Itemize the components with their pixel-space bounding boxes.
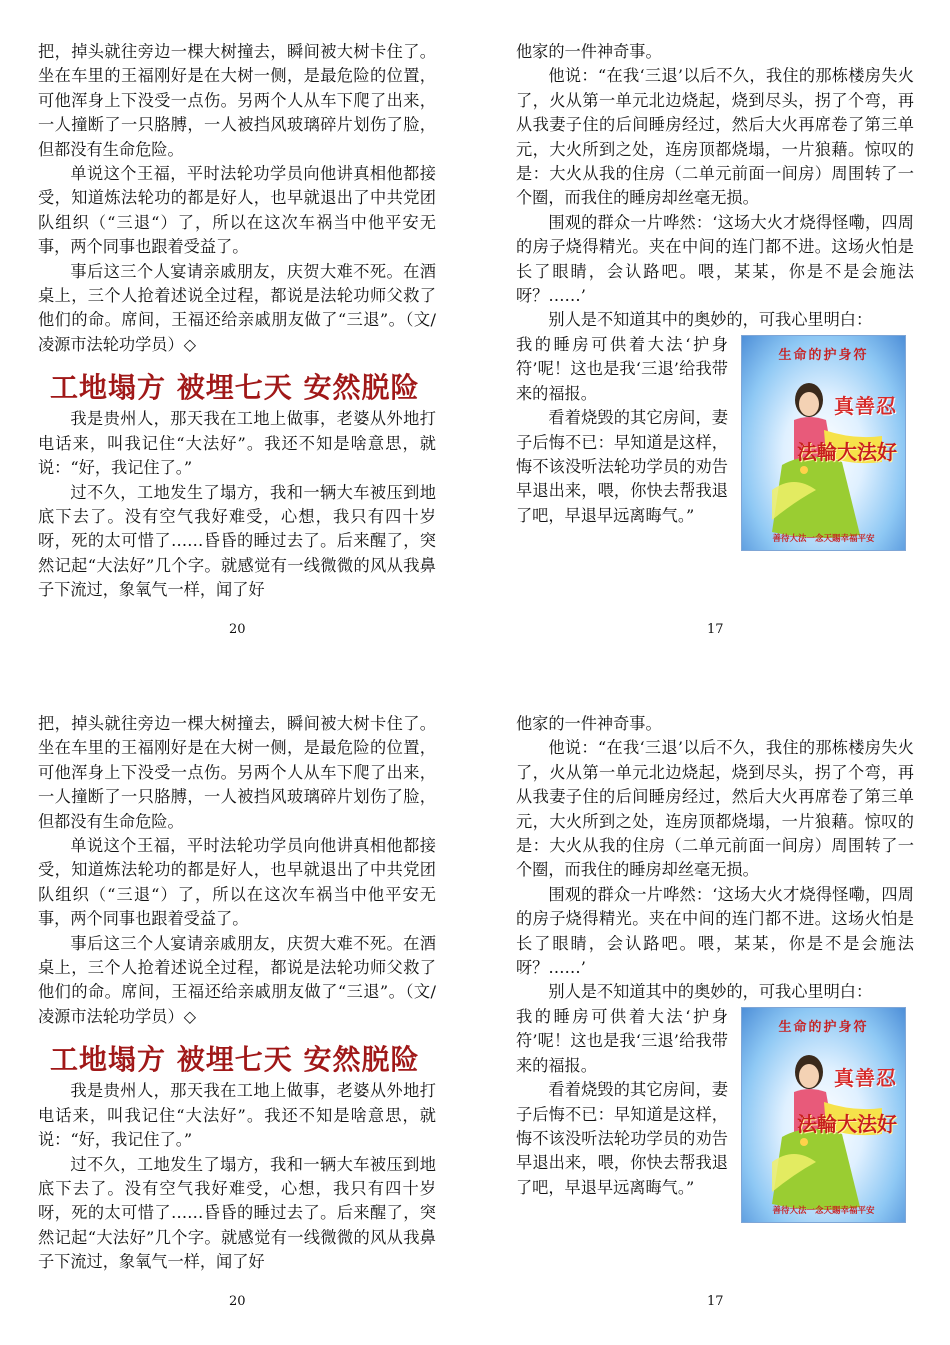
wrapped-text (516, 1005, 728, 1200)
paragraph: 单说这个王福，平时法轮功学员向他讲真相他都接受，知道炼法轮功的都是好人，也早就退出了中共党团队组织（“三退“）了，所以在这次车祸当中他平安无事，两个同事也跟着受益了。 (38, 836, 436, 929)
paragraph: 他说：“在我‘三退’以后不久，我住的那栋楼房失火了，火从第一单元北边烧起，烧到尽头，拐了个弯，再从我妻子住的后间睡房经过，然后大火再席卷了第三单元，大火所到之处，连房顶都烧塌，一片狼藉。惊叹的是：大火从我的住房（二单元前面一间房）周围转了一个圈，而我住的睡房却丝毫无损。 (516, 738, 914, 880)
paragraph: 他家的一件神奇事。 (516, 714, 662, 733)
talisman-image (741, 335, 906, 551)
paragraph: 我的睡房可供着大法‘护身符’呢！这也是我‘三退’给我带来的福报。 (516, 334, 728, 403)
talisman-title: 生命的护身符 (778, 347, 869, 363)
sheet-top (0, 0, 950, 672)
paragraph: 事后这三个人宴请亲戚朋友，庆贺大难不死。在酒桌上，三个人抢着述说全过程，都说是法轮功师父救了他们的命。席间，王福还给亲戚朋友做了“三退”。（文/凌源市法轮功学员）◇ (38, 933, 436, 1026)
talisman-banner: 法輪大法好 (797, 1111, 897, 1136)
talisman-truth-text: 真善忍 (834, 393, 897, 418)
paragraph: 把，掉头就往旁边一棵大树撞去，瞬间被大树卡住了。坐在车里的王福刚好是在大树一侧，是最危险的位置，可他浑身上下没受一点伤。另两个人从车下爬了出来，一人撞断了一只胳膊，一人被挡风玻璃碎片划伤了脸，但都没有生命危险。 (38, 714, 436, 831)
paragraph: 围观的群众一片哗然：‘这场大火才烧得怪嘞，四周的房子烧得精光。夹在中间的连门都不进。这场火怕是长了眼睛，会认路吧。喂，某某，你是不是会施法呀？……’ (516, 884, 914, 978)
paragraph: 过不久，工地发生了塌方，我和一辆大车被压到地底下去了。没有空气我好难受，心想，我只有四十岁呀，死的太可惜了……昏昏的睡过去了。后来醒了，突然记起“大法好”几个字。就感觉有一线微微的风从我鼻子下流过，象氧气一样，闻了好 (38, 482, 436, 600)
talisman-truth-text: 真善忍 (834, 1065, 897, 1090)
right-page-column (516, 40, 914, 544)
right-page-column (516, 712, 914, 1216)
talisman-image (741, 1007, 906, 1223)
paragraph: 别人是不知道其中的奥妙的，可我心里明白： (548, 982, 873, 1002)
paragraph: 把，掉头就往旁边一棵大树撞去，瞬间被大树卡住了。坐在车里的王福刚好是在大树一侧，是最危险的位置，可他浑身上下没受一点伤。另两个人从车下爬了出来，一人撞断了一只胳膊，一人被挡风玻璃碎片划伤了脸，但都没有生命危险。 (38, 42, 436, 159)
paragraph: 我的睡房可供着大法‘护身符’呢！这也是我‘三退’给我带来的福报。 (516, 1006, 728, 1075)
paragraph: 过不久，工地发生了塌方，我和一辆大车被压到地底下去了。没有空气我好难受，心想，我只有四十岁呀，死的太可惜了……昏昏的睡过去了。后来醒了，突然记起“大法好”几个字。就感觉有一线微微的风从我鼻子下流过，象氧气一样，闻了好 (38, 1154, 436, 1272)
article-headline: 工地塌方 被埋七天 安然脱险 (50, 371, 420, 405)
paragraph: 别人是不知道其中的奥妙的，可我心里明白： (548, 310, 873, 330)
paragraph: 我是贵州人，那天我在工地上做事，老婆从外地打电话来，叫我记住“大法好”。我还不知是啥意思，就说：“好，我记住了。” (38, 1081, 436, 1150)
talisman-footer: 善待大法一念天賜幸福平安 (772, 533, 875, 544)
paragraph: 看着烧毁的其它房间，妻子后悔不已：早知道是这样，悔不该没听法轮功学员的劝告早退出来，喂，你快去帮我退了吧，早退早远离晦气。” (516, 1080, 728, 1197)
paragraph: 单说这个王福，平时法轮功学员向他讲真相他都接受，知道炼法轮功的都是好人，也早就退出了中共党团队组织（“三退“）了，所以在这次车祸当中他平安无事，两个同事也跟着受益了。 (38, 164, 436, 257)
page-number: 20 (229, 1294, 246, 1309)
wrapped-text (516, 333, 728, 528)
sheet-bottom (0, 672, 950, 1344)
talisman-footer: 善待大法一念天賜幸福平安 (772, 1205, 875, 1216)
page-number: 17 (707, 1294, 724, 1309)
article-headline: 工地塌方 被埋七天 安然脱险 (50, 1043, 420, 1077)
paragraph: 我是贵州人，那天我在工地上做事，老婆从外地打电话来，叫我记住“大法好”。我还不知是啥意思，就说：“好，我记住了。” (38, 409, 436, 478)
text-with-image (516, 1005, 914, 1216)
paragraph: 事后这三个人宴请亲戚朋友，庆贺大难不死。在酒桌上，三个人抢着述说全过程，都说是法轮功师父救了他们的命。席间，王福还给亲戚朋友做了“三退”。（文/凌源市法轮功学员）◇ (38, 261, 436, 354)
paragraph: 他说：“在我‘三退’以后不久，我住的那栋楼房失火了，火从第一单元北边烧起，烧到尽头，拐了个弯，再从我妻子住的后间睡房经过，然后大火再席卷了第三单元，大火所到之处，连房顶都烧塌，一片狼藉。惊叹的是：大火从我的住房（二单元前面一间房）周围转了一个圈，而我住的睡房却丝毫无损。 (516, 66, 914, 208)
paragraph: 看着烧毁的其它房间，妻子后悔不已：早知道是这样，悔不该没听法轮功学员的劝告早退出来，喂，你快去帮我退了吧，早退早远离晦气。” (516, 408, 728, 525)
page-number: 17 (707, 622, 724, 637)
paragraph: 围观的群众一片哗然：‘这场大火才烧得怪嘞，四周的房子烧得精光。夹在中间的连门都不进。这场火怕是长了眼睛，会认路吧。喂，某某，你是不是会施法呀？……’ (516, 212, 914, 306)
paragraph: 他家的一件神奇事。 (516, 42, 662, 61)
left-page-column (38, 40, 436, 603)
talisman-title: 生命的护身符 (778, 1019, 869, 1035)
left-page-column (38, 712, 436, 1275)
text-with-image (516, 333, 914, 544)
page-number: 20 (229, 622, 246, 637)
talisman-banner: 法輪大法好 (797, 439, 897, 464)
